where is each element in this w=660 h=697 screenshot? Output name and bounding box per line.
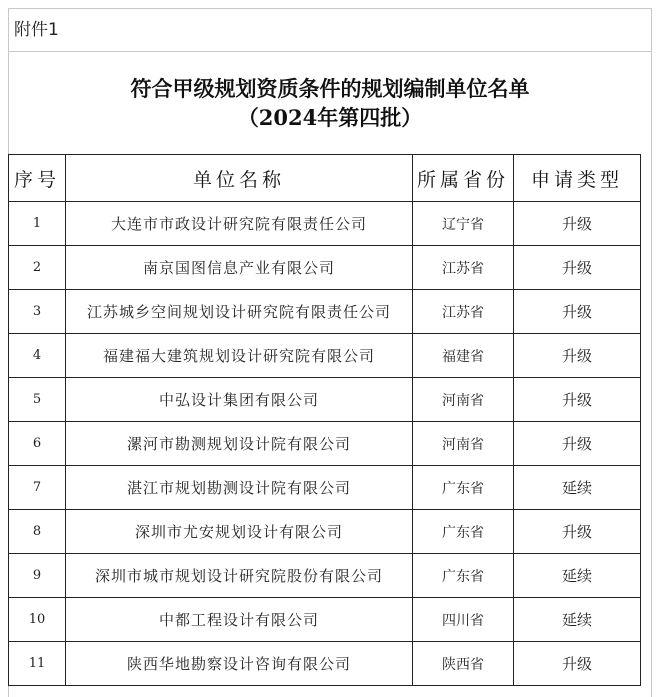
table-row [9,422,641,466]
cell-type: 升级 [514,290,641,334]
table-row [9,334,641,378]
table-row [9,554,641,598]
header-name: 单位名称 [66,155,413,202]
cell-type: 升级 [514,422,641,466]
cell-no: 7 [9,466,66,510]
cell-province: 福建省 [413,334,514,378]
table-row [9,246,641,290]
cell-province: 江苏省 [413,246,514,290]
cell-no: 2 [9,246,66,290]
document-subtitle: （2024年第四批） [237,105,423,130]
cell-name: 江苏城乡空间规划设计研究院有限责任公司 [66,290,413,334]
table-row [9,466,641,510]
cell-type: 升级 [514,642,641,686]
cell-province: 辽宁省 [413,202,514,246]
table-row [9,290,641,334]
cell-name: 陕西华地勘察设计咨询有限公司 [66,642,413,686]
cell-province: 广东省 [413,466,514,510]
cell-name: 深圳市城市规划设计研究院股份有限公司 [66,554,413,598]
header-type: 申请类型 [514,155,641,202]
cell-no: 6 [9,422,66,466]
cell-type: 升级 [514,202,641,246]
cell-name: 中弘设计集团有限公司 [66,378,413,422]
cell-province: 河南省 [413,422,514,466]
cell-type: 升级 [514,334,641,378]
cell-type: 延续 [514,598,641,642]
table-row [9,642,641,686]
cell-no: 1 [9,202,66,246]
cell-name: 大连市市政设计研究院有限责任公司 [66,202,413,246]
cell-name: 福建福大建筑规划设计研究院有限公司 [66,334,413,378]
cell-type: 延续 [514,466,641,510]
cell-type: 升级 [514,378,641,422]
cell-province: 四川省 [413,598,514,642]
cell-type: 升级 [514,510,641,554]
table-header-row [9,155,641,202]
cell-no: 10 [9,598,66,642]
cell-name: 深圳市尤安规划设计有限公司 [66,510,413,554]
table-row [9,378,641,422]
cell-province: 河南省 [413,378,514,422]
cell-type: 升级 [514,246,641,290]
table-row [9,202,641,246]
cell-name: 中都工程设计有限公司 [66,598,413,642]
cell-name: 南京国图信息产业有限公司 [66,246,413,290]
cell-no: 9 [9,554,66,598]
unit-list-table [8,154,641,686]
cell-province: 广东省 [413,510,514,554]
cell-name: 湛江市规划勘测设计院有限公司 [66,466,413,510]
cell-no: 4 [9,334,66,378]
cell-province: 江苏省 [413,290,514,334]
header-no: 序号 [9,155,66,202]
document-title: 符合甲级规划资质条件的规划编制单位名单 [130,76,530,101]
cell-province: 陕西省 [413,642,514,686]
header-province: 所属省份 [413,155,514,202]
cell-no: 11 [9,642,66,686]
table-row [9,598,641,642]
cell-name: 漯河市勘测规划设计院有限公司 [66,422,413,466]
attachment-label: 附件1 [8,8,652,52]
cell-type: 延续 [514,554,641,598]
cell-no: 3 [9,290,66,334]
cell-no: 8 [9,510,66,554]
cell-no: 5 [9,378,66,422]
cell-province: 广东省 [413,554,514,598]
table-row [9,510,641,554]
